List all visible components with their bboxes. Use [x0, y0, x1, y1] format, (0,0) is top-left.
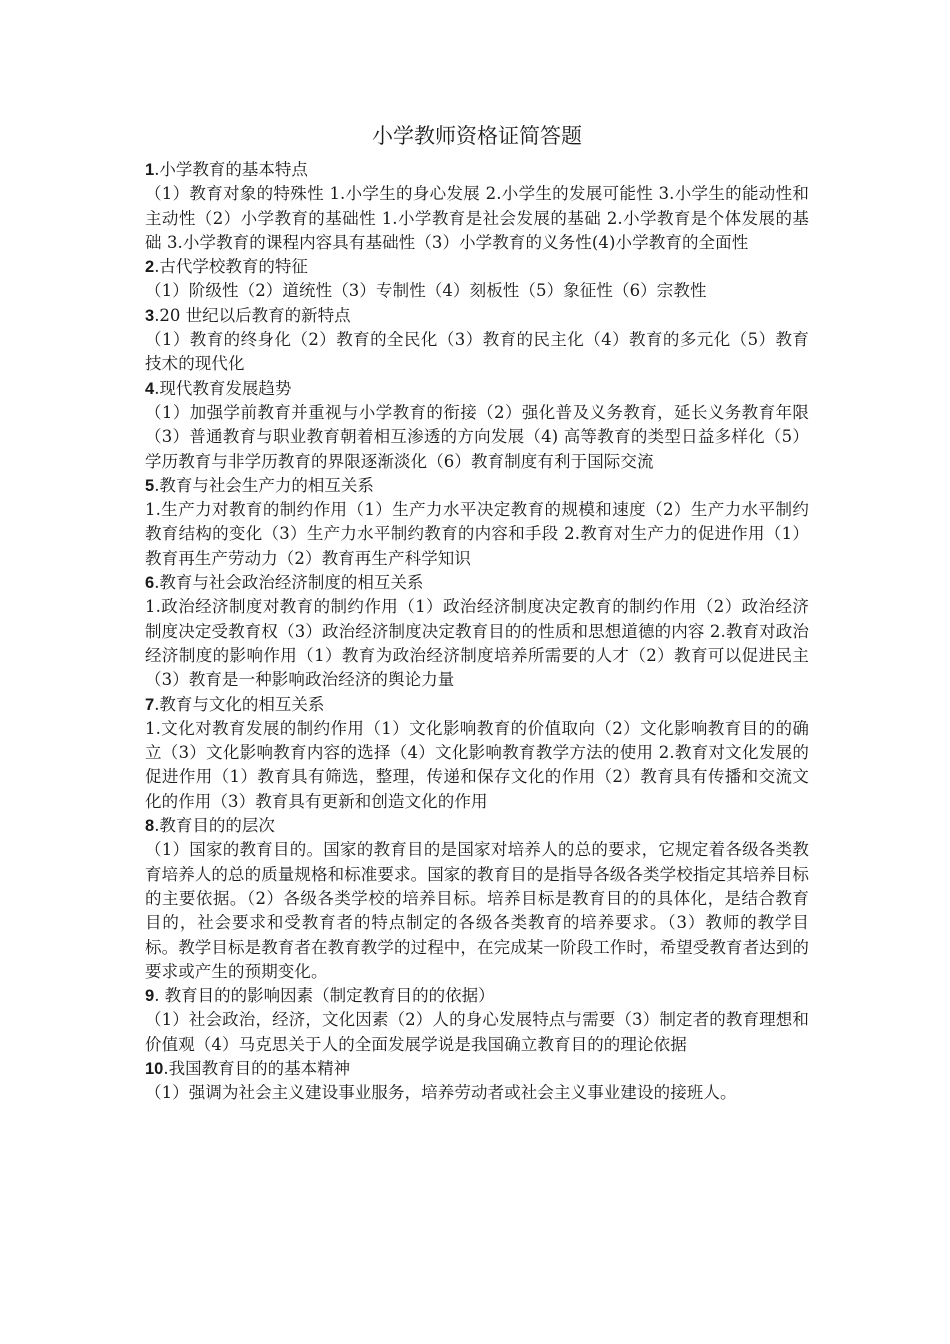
section-heading-text: .小学教育的基本特点	[154, 160, 308, 179]
section-heading-text: .现代教育发展趋势	[154, 378, 292, 398]
section-heading	[145, 814, 809, 838]
section-number: 5	[145, 476, 155, 495]
section-heading-text: .教育与社会生产力的相互关系	[154, 475, 374, 495]
section-heading	[145, 304, 809, 328]
section-heading	[145, 474, 809, 498]
section-2	[145, 255, 809, 304]
section-heading	[145, 693, 809, 717]
section-heading-text: .教育目的的层次	[154, 816, 275, 836]
section-heading	[145, 984, 809, 1008]
section-heading	[145, 255, 809, 279]
section-body: 1.生产力对教育的制约作用（1）生产力水平决定教育的规模和速度（2）生产力水平制约教育结构的变化（3）生产力水平制约教育的内容和手段 2.教育对生产力的促进作用（1）教育再生产劳动力（2）教育再生产科学知识	[145, 500, 809, 568]
section-5	[145, 474, 809, 571]
document-title: 小学教师资格证简答题	[372, 124, 582, 148]
section-number: 1	[145, 161, 155, 179]
section-body: 1.文化对教育发展的制约作用（1）文化影响教育的价值取向（2）文化影响教育目的的确立（3）文化影响教育内容的选择（4）文化影响教育教学方法的使用 2.教育对文化发展的促进作用（1）教育具有筛选，整理，传递和保存文化的作用（2）教育具有传播和交流文化的作用（3）教育具有更新和创造文化的作用	[145, 718, 809, 811]
section-heading-text: . 教育目的的影响因素（制定教育目的的依据）	[154, 986, 495, 1006]
section-heading	[145, 571, 809, 595]
section-body: （1）国家的教育目的。国家的教育目的是国家对培养人的总的要求，它规定着各级各类教育培养人的总的质量规格和标准要求。国家的教育目的是指导各级各类学校指定其培养目标的主要依据。（2）各级各类学校的培养目标。培养目标是教育目的的具体化，是结合教育目的，社会要求和受教育者的特点制定的各级各类教育的培养要求。（3）教师的教学目标。教学目标是教育者在教育教学的过程中，在完成某一阶段工作时，希望受教育者达到的要求或产生的预期变化。	[145, 840, 809, 981]
section-heading	[145, 1057, 809, 1081]
section-number: 8	[145, 817, 155, 836]
section-1	[145, 158, 809, 255]
section-body: 1.政治经济制度对教育的制约作用（1）政治经济制度决定教育的制约作用（2）政治经济制度决定受教育权（3）政治经济制度决定教育目的的性质和思想道德的内容 2.教育对政治经济制度的影响作用（1）教育为政治经济制度培养所需要的人才（2）教育可以促进民主（3）教育是一种影响政治经济的舆论力量	[145, 597, 809, 690]
section-body: （1）阶级性（2）道统性（3）专制性（4）刻板性（5）象征性（6）宗教性	[145, 281, 707, 301]
section-7	[145, 693, 809, 814]
section-body: （1）社会政治，经济，文化因素（2）人的身心发展特点与需要（3）制定者的教育理想和价值观（4）马克思关于人的全面发展学说是我国确立教育目的的理论依据	[145, 1010, 809, 1054]
section-number: 7	[145, 695, 155, 714]
section-number: 6	[145, 574, 155, 593]
section-heading-text: .教育与文化的相互关系	[154, 694, 325, 714]
section-number: 3	[145, 306, 155, 325]
section-body: （1）强调为社会主义建设事业服务，培养劳动者或社会主义事业建设的接班人。	[145, 1083, 737, 1103]
section-heading-text: .教育与社会政治经济制度的相互关系	[154, 573, 424, 593]
section-heading	[145, 158, 809, 182]
section-8	[145, 814, 809, 984]
section-number: 2	[145, 258, 155, 277]
document-page	[145, 118, 809, 1106]
section-number: 4	[145, 379, 155, 398]
section-number: 9	[145, 987, 155, 1006]
section-heading	[145, 377, 809, 401]
section-body: （1）教育的终身化（2）教育的全民化（3）教育的民主化（4）教育的多元化（5）教育技术的现代化	[145, 330, 809, 374]
section-3	[145, 304, 809, 377]
section-4	[145, 377, 809, 474]
section-heading-text: .我国教育目的的基本精神	[163, 1058, 351, 1078]
section-9	[145, 984, 809, 1057]
section-body: （1）加强学前教育并重视与小学教育的衔接（2）强化普及义务教育，延长义务教育年限（3）普通教育与职业教育朝着相互渗透的方向发展（4) 高等教育的类型日益多样化（5）学历教育与非学历教育的界限逐渐淡化（6）教育制度有利于国际交流	[145, 402, 809, 471]
section-number: 10	[145, 1059, 164, 1078]
section-6	[145, 571, 809, 692]
section-heading-text: .20 世纪以后教育的新特点	[154, 305, 351, 325]
section-body: （1）教育对象的特殊性 1.小学生的身心发展 2.小学生的发展可能性 3.小学生的能动性和主动性（2）小学教育的基础性 1.小学教育是社会发展的基础 2.小学教育是个体发展的基础 3.小学教育的课程内容具有基础性（3）小学教育的义务性(4)小学教育的全面性	[145, 184, 809, 252]
section-heading-text: .古代学校教育的特征	[154, 257, 308, 277]
section-10	[145, 1057, 809, 1106]
